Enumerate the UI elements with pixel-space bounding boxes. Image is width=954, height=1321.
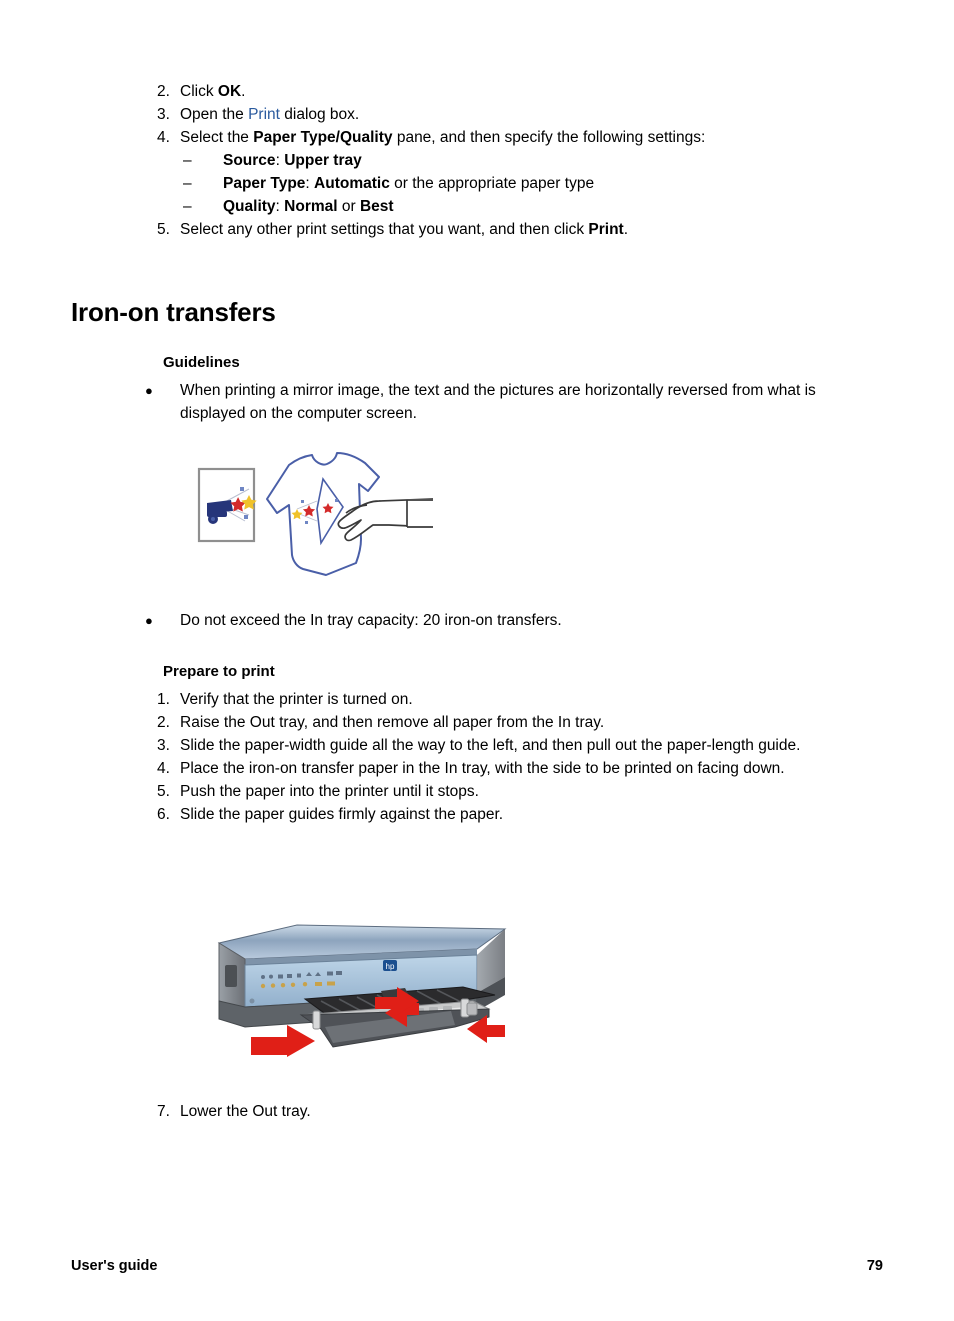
sub-list-item <box>140 172 840 195</box>
list-item <box>140 1100 740 1123</box>
list-text <box>180 103 840 126</box>
text-run-bold: Normal <box>284 198 338 215</box>
list-text: Push the paper into the printer until it stops. <box>180 783 479 800</box>
footer-title: User's guide <box>71 1258 158 1274</box>
printer-side-port <box>225 965 237 987</box>
page-title: Iron-on transfers <box>71 297 276 328</box>
list-number: 5. <box>157 783 170 800</box>
page-number: 79 <box>866 1258 883 1274</box>
dash-marker: – <box>183 175 192 192</box>
list-text: Lower the Out tray. <box>180 1103 311 1120</box>
list-number: 3. <box>157 106 170 123</box>
list-item <box>140 803 865 826</box>
text-run: Click <box>180 83 218 100</box>
text-run: Select any other print settings that you want, and then click <box>180 221 589 238</box>
svg-text:hp: hp <box>385 962 395 971</box>
page-footer <box>71 1258 883 1274</box>
hand-clip <box>407 499 433 529</box>
list-text: Raise the Out tray, and then remove all paper from the In tray. <box>180 714 605 731</box>
text-run-bold: Automatic <box>314 175 390 192</box>
list-number: 1. <box>157 691 170 708</box>
list-number: 7. <box>157 1103 170 1120</box>
list-item <box>140 218 840 241</box>
dash-marker: – <box>183 198 192 215</box>
hp-logo-icon <box>383 960 397 971</box>
list-text <box>180 126 840 149</box>
list-item <box>140 103 840 126</box>
list-text: Do not exceed the In tray capacity: 20 iron-on transfers. <box>180 612 562 629</box>
text-run: or <box>337 198 360 215</box>
printer-illustration <box>205 915 535 1075</box>
dash-marker: – <box>183 152 192 169</box>
list-text: Place the iron-on transfer paper in the In tray, with the side to be printed on facing down. <box>180 760 785 777</box>
text-run-bold: Print <box>588 221 624 238</box>
text-run-bold: Best <box>359 198 394 215</box>
text-run-bold: Quality <box>223 198 276 215</box>
guidelines-list-2 <box>140 609 855 632</box>
guidelines-list <box>140 379 855 425</box>
text-run: : <box>305 175 315 192</box>
paper-width-guide <box>313 1011 320 1029</box>
text-run: : <box>275 152 285 169</box>
prepare-heading: Prepare to print <box>163 663 275 680</box>
bullet-icon: ● <box>145 613 153 628</box>
list-text: Verify that the printer is turned on. <box>180 691 413 708</box>
list-number: 2. <box>157 83 170 100</box>
list-text <box>180 80 840 103</box>
list-number: 3. <box>157 737 170 754</box>
list-text: When printing a mirror image, the text and the pictures are horizontally reversed from what is displayed on the computer screen. <box>180 382 816 422</box>
print-dialog-link[interactable]: Print <box>248 106 280 123</box>
printer-power-indicator <box>250 999 255 1004</box>
figure-printer <box>205 915 535 1075</box>
text-run-bold: Upper tray <box>284 152 362 169</box>
list-item <box>140 734 865 757</box>
top-steps-list <box>140 80 840 241</box>
list-number: 6. <box>157 806 170 823</box>
text-run: Select the <box>180 129 254 146</box>
text-run: pane, and then specify the following settings: <box>392 129 706 146</box>
text-run: . <box>241 83 246 100</box>
text-run: Open the <box>180 106 249 123</box>
text-run-bold: Paper Type <box>223 175 306 192</box>
list-item <box>140 126 840 149</box>
sub-list-text <box>183 172 840 195</box>
list-text <box>180 218 840 241</box>
text-run-bold: Paper Type/Quality <box>253 129 393 146</box>
list-number: 4. <box>157 129 170 146</box>
text-run: dialog box. <box>279 106 360 123</box>
iron-on-transfer-illustration <box>193 443 433 588</box>
list-item <box>140 80 840 103</box>
text-run: or the appropriate paper type <box>389 175 595 192</box>
bullet-icon: ● <box>145 383 153 398</box>
text-run: : <box>275 198 285 215</box>
red-arrow-icon-left <box>251 1025 315 1057</box>
list-number: 4. <box>157 760 170 777</box>
list-item <box>140 379 855 425</box>
sub-list-item <box>140 195 840 218</box>
list-item <box>140 609 855 632</box>
list-item <box>140 711 865 734</box>
list-number: 5. <box>157 221 170 238</box>
list-item <box>140 780 865 803</box>
final-step <box>140 1100 740 1123</box>
figure-iron-on-transfer <box>193 443 433 588</box>
sub-list-text <box>183 149 840 172</box>
text-run-bold: OK <box>217 83 242 100</box>
sub-list-item <box>140 149 840 172</box>
text-run-bold: Source <box>223 152 276 169</box>
list-number: 2. <box>157 714 170 731</box>
text-run: . <box>623 221 629 238</box>
prepare-steps-list <box>140 688 865 826</box>
list-text: Slide the paper-width guide all the way to the left, and then pull out the paper-length guide. <box>180 737 801 754</box>
list-item <box>140 757 865 780</box>
sub-list-text <box>183 195 840 218</box>
guidelines-heading: Guidelines <box>163 354 240 371</box>
list-item <box>140 688 865 711</box>
list-text: Slide the paper guides firmly against the paper. <box>180 806 504 823</box>
